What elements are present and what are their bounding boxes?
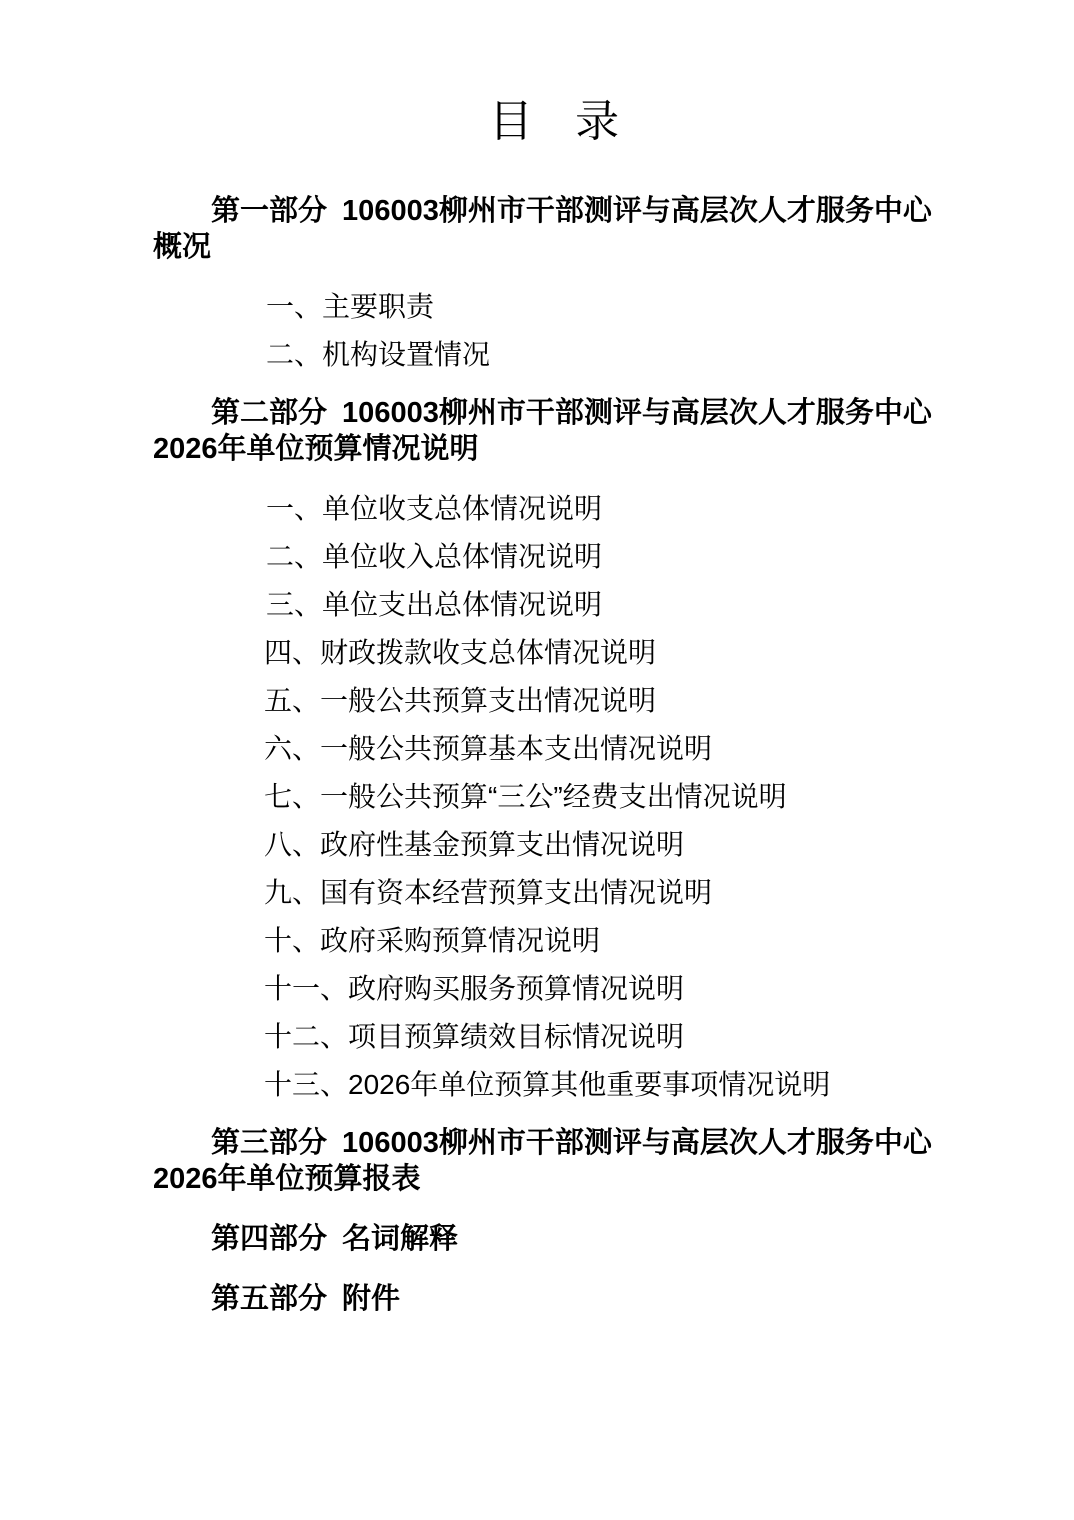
toc-part-2 [153,395,956,1102]
toc-item: 六、一般公共预算基本支出情况说明 [264,732,713,764]
toc-part-5 [153,1281,956,1318]
toc-item: 四、财政拨款收支总体情况说明 [264,636,657,668]
toc-item: 一、主要职责 [266,290,435,322]
toc-item: 一、单位收支总体情况说明 [266,492,603,524]
toc-title: 目 录 [488,97,621,146]
part-3-heading: 第三部分 106003柳州市干部测评与高层次人才服务中心2026年单位预算报表 [153,1126,932,1196]
toc-item: 十二、项目预算绩效目标情况说明 [264,1020,685,1052]
toc-item: 三、单位支出总体情况说明 [266,588,603,620]
toc-item: 八、政府性基金预算支出情况说明 [264,828,685,860]
part-4-heading: 第四部分 名词解释 [211,1222,459,1255]
toc-item: 二、单位收入总体情况说明 [266,540,603,572]
part-2-heading: 第二部分 106003柳州市干部测评与高层次人才服务中心2026年单位预算情况说明 [153,396,932,466]
part-1-heading: 第一部分 106003柳州市干部测评与高层次人才服务中心概况 [153,194,932,264]
toc-part-1 [153,193,956,372]
toc-item: 二、机构设置情况 [266,338,491,370]
part-5-heading: 第五部分 附件 [211,1282,401,1315]
toc-item: 十、政府采购预算情况说明 [264,924,601,956]
toc-item: 十一、政府购买服务预算情况说明 [264,972,685,1004]
toc-item: 九、国有资本经营预算支出情况说明 [264,876,713,908]
toc-part-4 [153,1221,956,1258]
toc-item: 十三、2026年单位预算其他重要事项情况说明 [264,1068,831,1100]
toc-part-3 [153,1125,956,1198]
toc-item: 五、一般公共预算支出情况说明 [264,684,657,716]
toc-item: 七、一般公共预算“三公”经费支出情况说明 [264,780,787,812]
